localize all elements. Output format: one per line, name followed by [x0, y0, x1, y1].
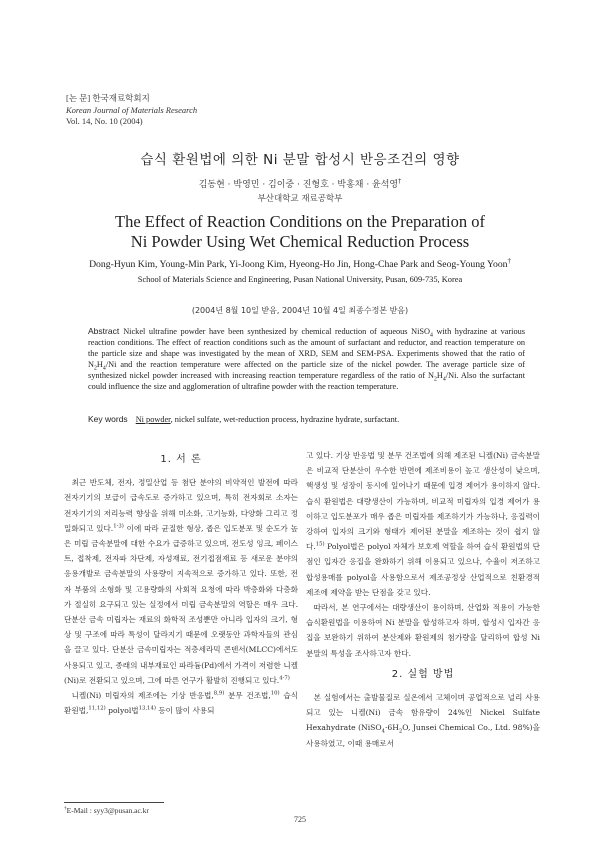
- title-english-line1: The Effect of Reaction Conditions on the Preparation of: [115, 212, 485, 231]
- corresponding-mark-en: †: [507, 257, 511, 265]
- citation: 13,14): [138, 705, 156, 712]
- formula-sub: 2: [398, 728, 403, 735]
- abstract-sub: 4: [430, 332, 433, 339]
- section-introduction-heading: 1. 서 론: [160, 454, 202, 465]
- methods-paragraph-1: [306, 690, 540, 751]
- keyword-first: Ni powder: [135, 415, 171, 424]
- formula-sub: 4: [381, 728, 385, 735]
- journal-name-en: Korean Journal of Materials Research: [66, 104, 198, 115]
- authors-english-names: Dong-Hyun Kim, Young-Min Park, Yi-Joong Kim, Hyeong-Ho Jin, Hong-Chae Park and Seog-Young Yoon: [89, 259, 508, 270]
- journal-header: [66, 93, 197, 128]
- abstract-sub: 2: [94, 365, 97, 372]
- citation: 10): [270, 690, 280, 697]
- intro-paragraph-3: [306, 448, 540, 600]
- keywords-rest: , nickel sulfate, wet-reduction process, hydrazine hydrate, surfactant.: [170, 415, 400, 424]
- footnote-email: E-Mail : syy3@pusan.ac.kr: [66, 806, 149, 815]
- title-korean: 습식 환원법에 의한 Ni 분말 합성시 반응조건의 영향: [140, 152, 460, 168]
- received-dates: (2004년 8월 10일 받음, 2004년 10월 4일 최종수정본 받음): [191, 306, 409, 315]
- footnote-divider: [64, 802, 164, 803]
- citation: 8,9): [213, 690, 225, 697]
- body-text: O, Junsei Chemical Co., Ltd. 98%)을 사용하였고, 이때 용매로서: [306, 723, 540, 748]
- footnote: [64, 806, 149, 815]
- citation: 4-7): [279, 675, 290, 682]
- affiliation-english: School of Materials Science and Engineering, Pusan National University, Pusan, 609-735, Korea: [137, 275, 463, 284]
- abstract-text: H: [436, 370, 443, 380]
- abstract-label: Abstract: [88, 326, 120, 336]
- intro-paragraph-2: [64, 688, 298, 718]
- abstract-sub: 4: [442, 376, 446, 383]
- journal-name-ko: [논 문] 한국재료학회지: [66, 93, 150, 103]
- body-text: polyol법: [105, 706, 139, 716]
- body-text: 이에 따라 균질한 형상, 좁은 입도분포 및 순도가 높은 미립 금속분말에 대한 수요가 급증하고 있으며, 전도성 잉크, 페이스트, 접착제, 전자파 차단제, 자성재료, 전기접점재료 등 새로운 분야의 응용개발로 금속분말의 사용량이 지속적으로 증가하고 있다. 또한, 전자 부품의 소형화 및 고용량화의 사회적 요청에 따라 박층화와 다층화가 절실히 요구되고 있는 실정에서 미립 금속분말의 역할은 매우 크다. 단분산 금속 미립자는 재료의 화학적 조성뿐만 아니라 입자의 크기, 형상 및 구조에 따라 특성이 달라지기 때문에 오랫동안 과학자들의 관심을 끌고 있다. 단분산 금속미립자는 적층세라믹 콘덴서(MLCC)에서도 사용되고 있고, 종래의 내부재료인 파라듐(Pd)에서 가격이 저렴한 니켈(Ni)로 전환되고 있으며, 그에 따른 연구가 활발히 진행되고 있다.: [64, 523, 298, 685]
- authors-korean: [0, 177, 600, 190]
- page-number: 725: [294, 815, 306, 824]
- journal-volume: Vol. 14, No. 10 (2004): [66, 116, 143, 126]
- column-right: [306, 448, 540, 751]
- abstract-text-3: /Ni and the reaction temperature were affected on the particle size of the nickel powder. The average particle size of synthesized nickel powder increased with increasing reaction temperature regardless of the ratio of N: [88, 359, 525, 380]
- section-methods-heading: 2. 실험 방법: [391, 668, 455, 680]
- abstract-sub: 4: [102, 365, 106, 372]
- body-text: ·6H: [384, 723, 399, 733]
- body-text: 본 실험에서는 출발물질로 실온에서 고체이며 공업적으로 널리 사용되고 있는 니켈(Ni) 금속 함유량이 24%인 Nickel Sulfate Hexahydrate (NiSO: [306, 693, 540, 733]
- title-english-line2: Ni Powder Using Wet Chemical Reduction Process: [130, 232, 470, 251]
- citation: 1-3): [113, 523, 124, 530]
- abstract-text-2: with hydrazine at various reaction conditions. The effect of reaction conditions such as the amount of surfactant and reductor, and reaction temperature on the particle size and shape was investigated by the mean of XRD, SEM and SEM-PSA. Experiments showed that the ratio of N: [88, 327, 525, 369]
- citation: 15): [315, 541, 325, 548]
- body-text: Polyol법은 polyol 자체가 보호제 역할을 하여 습식 환원법의 단점인 입자간 응집을 완화하기 위해 이용되고 있으나, 수율이 저조하고 합성용매를 polyol을 사용함으로서 제조공정상 산업적으로 친환경적 제조에 제약을 받는 단점을 갖고 있다.: [306, 542, 540, 597]
- body-text: 분무 건조법,: [224, 691, 271, 701]
- abstract: [88, 326, 525, 392]
- affiliation-korean: 부산대학교 재료공학부: [257, 194, 343, 204]
- title-english: [0, 212, 600, 252]
- body-text: 등이 많이 사용되: [155, 706, 215, 716]
- body-text: 니켈(Ni) 미립자의 제조에는 기상 반응법,: [71, 691, 214, 701]
- authors-english: [0, 259, 600, 270]
- column-left: [64, 448, 298, 718]
- corresponding-mark: †: [398, 178, 402, 185]
- body-text: 고 있다. 기상 반응법 및 분무 건조법에 의해 제조된 니켈(Ni) 금속분말은 비교적 단분산이 우수한 반면에 제조비용이 높고 생산성이 낮으며, 핵생성 및 성장이 동시에 일어나기 때문에 입경 제어가 용이하지 않다. 습식 환원법은 대량생산이 가능하며, 비교적 미립자의 입경 제어가 용이하고 입도분포가 매우 좁은 미립자를 제조하기가 가능하나, 응집력이 강하여 입자의 크기와 형태가 제어된 분말을 제조하는 것이 쉽지 않다.: [306, 451, 540, 552]
- abstract-sub: 2: [433, 376, 437, 383]
- intro-paragraph-4: 따라서, 본 연구에서는 대량생산이 용이하며, 산업화 적용이 가능한 습식환원법을 이용하여 Ni 분말을 합성하고자 하며, 합성시 입자간 응집을 보완하기 위하여 분산제와 환원제의 첨가량을 달리하여 합성 Ni 분말의 특성을 조사하고자 한다.: [306, 603, 540, 658]
- footnote-mark: †: [64, 805, 67, 812]
- body-text: 습식 환원법,: [64, 691, 298, 716]
- abstract-text-1: Nickel ultrafine powder have been synthesized by chemical reduction of aqueous NiSO: [123, 327, 430, 336]
- citation: 11,12): [88, 705, 106, 712]
- body-text: 최근 반도체, 전자, 정밀산업 등 첨단 분야의 비약적인 발전에 따라 전자기기의 보급이 급속도로 증가하고 있으며, 특히 전자회로 소자는 전자기기의 저리능력 향상을 위해 미소화, 고기능화, 다양화 그리고 정밀화되고 있다.: [64, 478, 298, 533]
- intro-paragraph-1: [64, 475, 298, 688]
- keywords-label: Key words: [88, 414, 128, 424]
- authors-korean-names: 김동현 · 박영민 · 김이중 · 진형호 · 박홍채 · 윤석영: [198, 180, 399, 190]
- keywords: [88, 414, 528, 424]
- abstract-text: H: [96, 359, 103, 369]
- abstract-text-4: /Ni. Also the surfactant could influence the size and agglomeration of ultrafine powder with the reaction temperature.: [88, 370, 525, 391]
